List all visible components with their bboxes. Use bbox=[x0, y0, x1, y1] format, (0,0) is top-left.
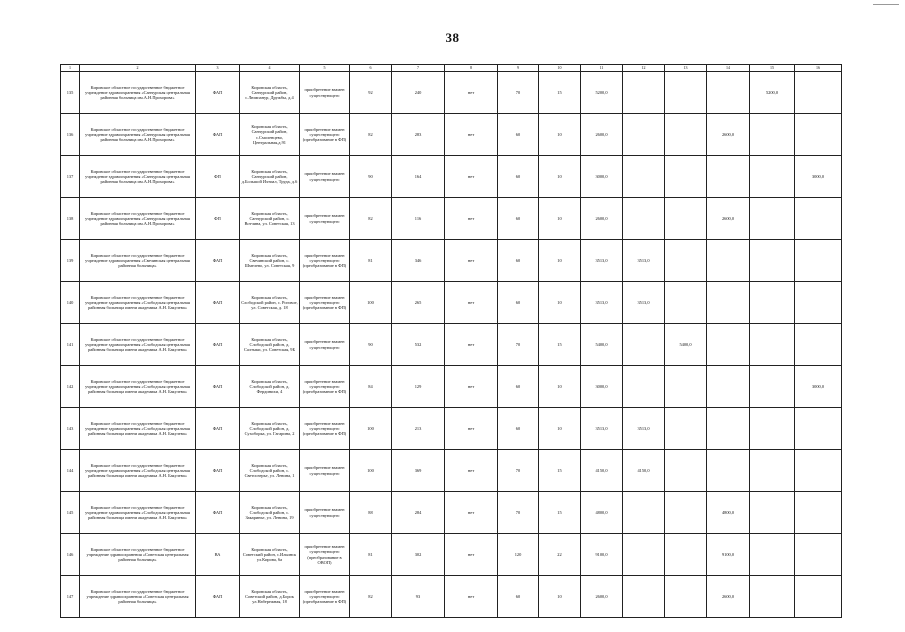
table-cell: 93 bbox=[392, 576, 445, 618]
table-cell: Кировское областное государственное бюджетное учреждение здравоохранения «Советская центральная районная больница» bbox=[80, 576, 196, 618]
table-cell bbox=[750, 282, 795, 324]
table-cell: 145 bbox=[61, 492, 80, 534]
column-header: 12 bbox=[623, 65, 665, 72]
table-cell: ФАП bbox=[196, 114, 240, 156]
table-cell: нет bbox=[445, 240, 498, 282]
table-cell: Кировская область, Советский район, с.Ильинск ул.Кирова, 6а bbox=[240, 534, 300, 576]
table-cell: 15 bbox=[539, 72, 581, 114]
column-header: 10 bbox=[539, 65, 581, 72]
table-cell: 141 bbox=[61, 324, 80, 366]
table-cell: 15 bbox=[539, 324, 581, 366]
column-header: 1 bbox=[61, 65, 80, 72]
table-cell: Кировская область, Слободской район, с. Светоозерье, ул. Ленина, 1 bbox=[240, 450, 300, 492]
table-cell: Кировское областное государственное бюджетное учреждение здравоохранения «Санчурская центральная районная больница им.А.Н.Прохорова» bbox=[80, 198, 196, 240]
table-cell: 84 bbox=[350, 366, 392, 408]
table-cell: 3000,0 bbox=[581, 156, 623, 198]
table-row bbox=[61, 282, 842, 324]
header-row bbox=[61, 65, 842, 72]
table-cell: Кировское областное государственное бюджетное учреждение здравоохранения «Советская центральная районная больница» bbox=[80, 534, 196, 576]
table-cell bbox=[750, 240, 795, 282]
table-cell: 144 bbox=[61, 450, 80, 492]
column-header: 4 bbox=[240, 65, 300, 72]
column-header: 11 bbox=[581, 65, 623, 72]
table-row bbox=[61, 450, 842, 492]
table-row bbox=[61, 240, 842, 282]
table-cell bbox=[665, 72, 707, 114]
table-cell bbox=[795, 324, 842, 366]
table-cell: 137 bbox=[61, 156, 80, 198]
table-row bbox=[61, 114, 842, 156]
table-cell: Кировская область, Слободской район, д. Сухоборка, ул. Гагарина, 2 bbox=[240, 408, 300, 450]
table-cell: Кировское областное государственное бюджетное учреждение здравоохранения «Санчурская центральная районная больница им.А.Н.Прохорова» bbox=[80, 114, 196, 156]
facilities-table bbox=[60, 64, 842, 618]
table-cell: 81 bbox=[350, 534, 392, 576]
table-cell bbox=[750, 156, 795, 198]
column-header: 6 bbox=[350, 65, 392, 72]
table-cell: ФАП bbox=[196, 282, 240, 324]
table-cell: 10 bbox=[539, 576, 581, 618]
table-cell: 240 bbox=[392, 72, 445, 114]
table-cell: 2600,0 bbox=[707, 198, 750, 240]
table-cell: 88 bbox=[350, 492, 392, 534]
table-cell: нет bbox=[445, 282, 498, 324]
table-cell: 60 bbox=[498, 366, 539, 408]
table-cell: Кировская область, Слободской район, д. Салтыки, ул. Советская, 9Б bbox=[240, 324, 300, 366]
table-cell: 302 bbox=[392, 534, 445, 576]
table-cell: 70 bbox=[498, 450, 539, 492]
table-cell: 15 bbox=[539, 492, 581, 534]
table-row bbox=[61, 198, 842, 240]
table-row bbox=[61, 72, 842, 114]
table-cell: 3513,0 bbox=[623, 240, 665, 282]
table-cell: 346 bbox=[392, 240, 445, 282]
table-cell: 81 bbox=[350, 240, 392, 282]
table-row bbox=[61, 324, 842, 366]
table-cell: 9100,0 bbox=[581, 534, 623, 576]
table-cell: 3513,0 bbox=[581, 240, 623, 282]
table-cell: 2600,0 bbox=[707, 114, 750, 156]
table-cell bbox=[623, 72, 665, 114]
table-cell bbox=[750, 534, 795, 576]
column-header: 8 bbox=[445, 65, 498, 72]
table-cell: 60 bbox=[498, 282, 539, 324]
table-cell: приобретение взамен существующего bbox=[300, 450, 350, 492]
table-cell bbox=[665, 156, 707, 198]
table-cell: приобретение взамен существующего bbox=[300, 324, 350, 366]
table-cell: 3513,0 bbox=[581, 282, 623, 324]
table-cell: 146 bbox=[61, 534, 80, 576]
table-cell: 3000,0 bbox=[581, 366, 623, 408]
table-row bbox=[61, 492, 842, 534]
table-cell: ФАП bbox=[196, 72, 240, 114]
table-cell: ФАП bbox=[196, 324, 240, 366]
table-cell: Кировское областное государственное бюджетное учреждение здравоохранения «Слободская центральная районная больница имени академика А.Н. Бакулева» bbox=[80, 408, 196, 450]
table-cell bbox=[665, 198, 707, 240]
table-cell: нет bbox=[445, 450, 498, 492]
column-header: 3 bbox=[196, 65, 240, 72]
table-cell: 82 bbox=[350, 114, 392, 156]
table-cell: 3513,0 bbox=[581, 408, 623, 450]
table-cell bbox=[665, 576, 707, 618]
table-cell: приобретение взамен существующего bbox=[300, 72, 350, 114]
table-cell: приобретение взамен существующего (преобразование в ФП) bbox=[300, 282, 350, 324]
table-cell: Кировская область, Санчурский район, д.Большой Ихтиал, Труда, д.6 bbox=[240, 156, 300, 198]
table-cell: 2600,0 bbox=[581, 576, 623, 618]
table-cell: ФАП bbox=[196, 408, 240, 450]
corner-mark bbox=[873, 4, 899, 5]
table-cell bbox=[665, 408, 707, 450]
table-cell: 90 bbox=[350, 156, 392, 198]
table-cell: 2600,0 bbox=[581, 114, 623, 156]
column-header: 7 bbox=[392, 65, 445, 72]
table-cell: Кировское областное государственное бюджетное учреждение здравоохранения «Санчурская центральная районная больница им.А.Н.Прохорова» bbox=[80, 72, 196, 114]
table-cell bbox=[795, 198, 842, 240]
column-header: 5 bbox=[300, 65, 350, 72]
table-row bbox=[61, 576, 842, 618]
table-cell: 143 bbox=[61, 408, 80, 450]
table-cell: ФП bbox=[196, 156, 240, 198]
table-cell: 532 bbox=[392, 324, 445, 366]
table-cell: 4800,0 bbox=[581, 492, 623, 534]
table-cell: 15 bbox=[539, 450, 581, 492]
table-row bbox=[61, 366, 842, 408]
table-cell: 100 bbox=[350, 408, 392, 450]
table-cell: ВА bbox=[196, 534, 240, 576]
table-cell bbox=[707, 450, 750, 492]
table-cell: 5200,0 bbox=[750, 72, 795, 114]
table-cell bbox=[623, 492, 665, 534]
table-cell: 369 bbox=[392, 450, 445, 492]
table-cell: приобретение взамен существующего bbox=[300, 492, 350, 534]
table-cell: 92 bbox=[350, 72, 392, 114]
table-cell: Кировское областное государственное бюджетное учреждение здравоохранения «Слободская центральная районная больница имени академика А.Н. Бакулева» bbox=[80, 282, 196, 324]
table-cell bbox=[795, 240, 842, 282]
table-cell: 4150,0 bbox=[581, 450, 623, 492]
table-cell: Кировская область, Слободской район, д. Фердинихи, 4 bbox=[240, 366, 300, 408]
table-cell: 147 bbox=[61, 576, 80, 618]
column-header: 16 bbox=[795, 65, 842, 72]
table-cell: 139 bbox=[61, 240, 80, 282]
table-cell: нет bbox=[445, 492, 498, 534]
table-cell: нет bbox=[445, 72, 498, 114]
table-cell: приобретение взамен существующего (преобразование в ФП) bbox=[300, 366, 350, 408]
table-cell: ФАП bbox=[196, 450, 240, 492]
table-cell: Кировское областное государственное бюджетное учреждение здравоохранения «Слободская центральная районная больница имени академика А.Н. Бакулева» bbox=[80, 450, 196, 492]
table-cell: 82 bbox=[350, 198, 392, 240]
table-cell bbox=[665, 492, 707, 534]
table-cell: 10 bbox=[539, 114, 581, 156]
table-cell: 60 bbox=[498, 240, 539, 282]
table-cell: 70 bbox=[498, 324, 539, 366]
table-cell: ФАП bbox=[196, 240, 240, 282]
table-cell: 82 bbox=[350, 576, 392, 618]
table-cell: 3000,0 bbox=[795, 156, 842, 198]
table-cell: 90 bbox=[350, 324, 392, 366]
table-cell bbox=[707, 324, 750, 366]
column-header: 2 bbox=[80, 65, 196, 72]
table-cell bbox=[623, 366, 665, 408]
table-cell bbox=[665, 534, 707, 576]
table-cell: 120 bbox=[498, 534, 539, 576]
table-cell bbox=[750, 366, 795, 408]
table-cell: приобретение взамен существующего bbox=[300, 156, 350, 198]
table-cell: 2600,0 bbox=[581, 198, 623, 240]
table-cell: приобретение взамен существующего (преобразование в ФП) bbox=[300, 408, 350, 450]
table-cell: 164 bbox=[392, 156, 445, 198]
table-cell bbox=[707, 240, 750, 282]
table-cell: Кировская область, Слободской район, с. Роговое, ул. Советская, д. 18 bbox=[240, 282, 300, 324]
table-cell: ФАП bbox=[196, 366, 240, 408]
table-cell: Кировское областное государственное бюджетное учреждение здравоохранения «Свечинская центральная районная больница» bbox=[80, 240, 196, 282]
table-cell: ФП bbox=[196, 198, 240, 240]
table-cell: 3513,0 bbox=[623, 282, 665, 324]
table-cell: нет bbox=[445, 366, 498, 408]
table-cell: Кировская область, Слободской район, с. Закаринье, ул. Ленина, 19 bbox=[240, 492, 300, 534]
table-cell bbox=[665, 282, 707, 324]
column-header: 14 bbox=[707, 65, 750, 72]
table-cell: 10 bbox=[539, 408, 581, 450]
table-cell: нет bbox=[445, 198, 498, 240]
table-cell: нет bbox=[445, 534, 498, 576]
table-cell: ФАП bbox=[196, 576, 240, 618]
table-row bbox=[61, 534, 842, 576]
table-cell: 60 bbox=[498, 576, 539, 618]
table-cell bbox=[750, 408, 795, 450]
table-cell bbox=[795, 450, 842, 492]
table-cell: 5400,0 bbox=[581, 324, 623, 366]
table-cell bbox=[623, 324, 665, 366]
table-cell: Кировское областное государственное бюджетное учреждение здравоохранения «Слободская центральная районная больница имени академика А.Н. Бакулева» bbox=[80, 492, 196, 534]
table-cell bbox=[750, 492, 795, 534]
table-cell bbox=[707, 156, 750, 198]
table-cell: 10 bbox=[539, 282, 581, 324]
table-cell bbox=[665, 240, 707, 282]
table-cell: 135 bbox=[61, 72, 80, 114]
table-cell: Кировское областное государственное бюджетное учреждение здравоохранения «Слободская центральная районная больница имени академика А.Н. Бакулева» bbox=[80, 324, 196, 366]
table-cell: 60 bbox=[498, 198, 539, 240]
table-cell: нет bbox=[445, 324, 498, 366]
table-cell bbox=[750, 198, 795, 240]
table-cell bbox=[750, 324, 795, 366]
table-cell: 10 bbox=[539, 240, 581, 282]
table-cell: 5200,0 bbox=[581, 72, 623, 114]
table-cell bbox=[750, 576, 795, 618]
table-cell: 136 bbox=[61, 114, 80, 156]
table-cell: 138 bbox=[61, 198, 80, 240]
table-cell: 60 bbox=[498, 114, 539, 156]
table-cell bbox=[795, 72, 842, 114]
table-cell: 129 bbox=[392, 366, 445, 408]
table-cell: 3513,0 bbox=[623, 408, 665, 450]
table-cell bbox=[707, 72, 750, 114]
table-cell: Кировская область, Санчурский район, с.Смоленцево, Центральная,д.91 bbox=[240, 114, 300, 156]
page-number: 38 bbox=[445, 30, 460, 45]
table-cell bbox=[623, 156, 665, 198]
table-cell: 60 bbox=[498, 408, 539, 450]
table-cell bbox=[750, 450, 795, 492]
table-cell: Кировская область, Советский район, д.Борок ул.Набережная, 18 bbox=[240, 576, 300, 618]
table-cell: Кировское областное государственное бюджетное учреждение здравоохранения «Слободская центральная районная больница имени академика А.Н. Бакулева» bbox=[80, 366, 196, 408]
table-cell bbox=[795, 282, 842, 324]
table-cell bbox=[623, 534, 665, 576]
table-cell: 213 bbox=[392, 408, 445, 450]
table-cell: 100 bbox=[350, 450, 392, 492]
table-row bbox=[61, 156, 842, 198]
table-cell: 265 bbox=[392, 282, 445, 324]
table-cell bbox=[750, 114, 795, 156]
table-cell: 22 bbox=[539, 534, 581, 576]
table-cell: приобретение взамен существующего (преобразование в ОВОП) bbox=[300, 534, 350, 576]
table-cell bbox=[795, 534, 842, 576]
table-cell: 10 bbox=[539, 366, 581, 408]
column-header: 13 bbox=[665, 65, 707, 72]
table-cell: нет bbox=[445, 114, 498, 156]
table-cell bbox=[623, 114, 665, 156]
table-cell bbox=[623, 576, 665, 618]
table-cell: 140 bbox=[61, 282, 80, 324]
table-cell: 116 bbox=[392, 198, 445, 240]
table-cell bbox=[707, 282, 750, 324]
table-cell bbox=[623, 198, 665, 240]
table-cell: 284 bbox=[392, 492, 445, 534]
table-cell: нет bbox=[445, 156, 498, 198]
table-body bbox=[61, 72, 842, 618]
table-cell: приобретение взамен существующего bbox=[300, 198, 350, 240]
table-cell: 60 bbox=[498, 156, 539, 198]
table-row bbox=[61, 408, 842, 450]
table-cell: 2600,0 bbox=[707, 576, 750, 618]
table-cell: Кировская область, Санчурский район, с.Люмпанур, Дружбы, д.4 bbox=[240, 72, 300, 114]
table-cell: 9100,0 bbox=[707, 534, 750, 576]
table-cell bbox=[795, 492, 842, 534]
table-cell: 142 bbox=[61, 366, 80, 408]
table-cell: Кировское областное государственное бюджетное учреждение здравоохранения «Санчурская центральная районная больница им.А.Н.Прохорова» bbox=[80, 156, 196, 198]
table-cell: Кировская область, Свечинский район, с. Шмелево, ул. Советская, 9 bbox=[240, 240, 300, 282]
table-cell: 100 bbox=[350, 282, 392, 324]
table-cell: приобретение взамен существующего (преобразование в ФП) bbox=[300, 576, 350, 618]
table-cell: 3000,0 bbox=[795, 366, 842, 408]
table-cell: приобретение взамен существующего (преобразование в ФП) bbox=[300, 240, 350, 282]
column-header: 15 bbox=[750, 65, 795, 72]
column-header: 9 bbox=[498, 65, 539, 72]
table-cell: 10 bbox=[539, 198, 581, 240]
table-cell bbox=[707, 408, 750, 450]
table-cell bbox=[795, 576, 842, 618]
table-cell bbox=[707, 366, 750, 408]
table-cell bbox=[795, 114, 842, 156]
table-cell bbox=[665, 114, 707, 156]
table-cell: 4800,0 bbox=[707, 492, 750, 534]
table-cell: 4150,0 bbox=[623, 450, 665, 492]
table-cell: 10 bbox=[539, 156, 581, 198]
table-cell: нет bbox=[445, 408, 498, 450]
table-cell: приобретение взамен существующего (преобразование в ФП) bbox=[300, 114, 350, 156]
table-cell bbox=[665, 450, 707, 492]
table-cell: 5400,0 bbox=[665, 324, 707, 366]
table-cell: нет bbox=[445, 576, 498, 618]
table-cell: 283 bbox=[392, 114, 445, 156]
table-cell: Кировская область, Санчурский район, с. Вотчина, ул. Советская, 13 bbox=[240, 198, 300, 240]
table-cell bbox=[665, 366, 707, 408]
table-cell: 70 bbox=[498, 492, 539, 534]
table-cell: ФАП bbox=[196, 492, 240, 534]
table-cell bbox=[795, 408, 842, 450]
table-cell: 70 bbox=[498, 72, 539, 114]
